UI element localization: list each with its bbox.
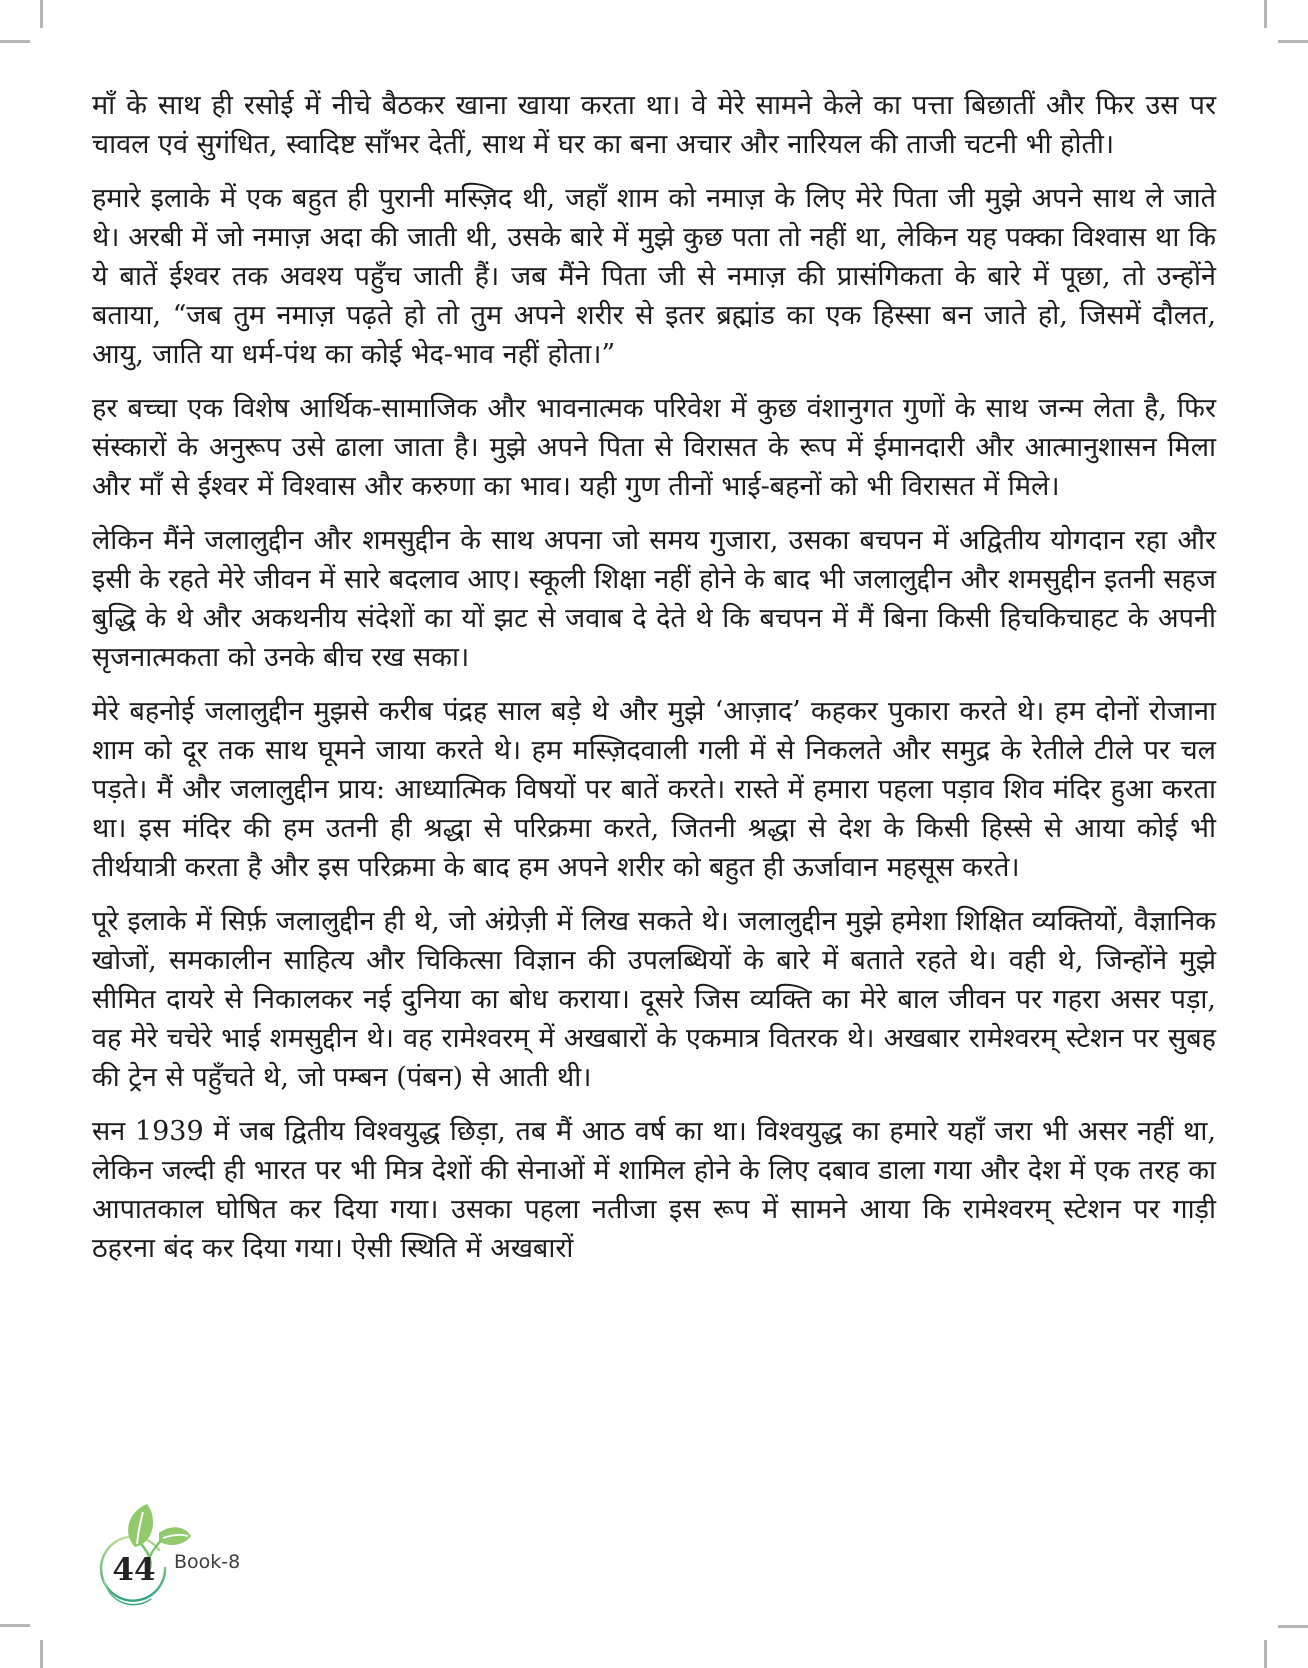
paragraph-2: हमारे इलाके में एक बहुत ही पुरानी मस्ज़िद थी, जहाँ शाम को नमाज़ के लिए मेरे पिता जी मुझे अपने साथ ले जाते थे। अरबी में जो नमाज़ अदा की जाती थी, उसके बारे में मुझे कुछ पता तो नहीं था, लेकिन यह पक्का विश्वास था कि ये बातें ईश्वर तक अवश्य पहुँच जाती हैं। जब मैंने पिता जी से नमाज़ की प्रासंगिकता के बारे में पूछा, तो उन्होंने बताया, “जब तुम नमाज़ पढ़ते हो तो तुम अपने शरीर से इतर ब्रह्मांड का एक हिस्सा बन जाते हो, जिसमें दौलत, आयु, जाति या धर्म-पंथ का कोई भेद-भाव नहीं होता।” bbox=[92, 183, 1216, 370]
paragraph-4: लेकिन मैंने जलालुद्दीन और शमसुद्दीन के साथ अपना जो समय गुजारा, उसका बचपन में अद्वितीय योगदान रहा और इसी के रहते मेरे जीवन में सारे बदलाव आए। स्कूली शिक्षा नहीं होने के बाद भी जलालुद्दीन और शमसुद्दीन इतनी सहज बुद्धि के थे और अकथनीय संदेशों का यों झट से जवाब दे देते थे कि बचपन में मैं बिना किसी हिचकिचाहट के अपनी सृजनात्मकता को उनके बीच रख सका। bbox=[92, 525, 1216, 673]
paragraph-6: पूरे इलाके में सिर्फ़ जलालुद्दीन ही थे, जो अंग्रेज़ी में लिख सकते थे। जलालुद्दीन मुझे हमेशा शिक्षित व्यक्तियों, वैज्ञानिक खोजों, समकालीन साहित्य और चिकित्सा विज्ञान की उपलब्धियों के बारे में बताते रहते थे। वही थे, जिन्होंने मुझे सीमित दायरे से निकालकर नई दुनिया का बोध कराया। दूसरे जिस व्यक्ति का मेरे बाल जीवन पर गहरा असर पड़ा, वह मेरे चचेरे भाई शमसुद्दीन थे। वह रामेश्वरम् में अखबारों के एकमात्र वितरक थे। अखबार रामेश्वरम् स्टेशन पर सुबह की ट्रेन से पहुँचते थे, जो पम्बन (पंबन) से आती थी। bbox=[92, 906, 1216, 1093]
page-footer bbox=[0, 1496, 400, 1626]
crop-mark-bottom-left-vertical bbox=[40, 1640, 43, 1668]
paragraph-5: मेरे बहनोई जलालुद्दीन मुझसे करीब पंद्रह साल बड़े थे और मुझे ‘आज़ाद’ कहकर पुकारा करते थे। हम दोनों रोजाना शाम को दूर तक साथ घूमने जाया करते थे। हम मस्ज़िदवाली गली में से निकलते और समुद्र के रेतीले टीले पर चल पड़ते। मैं और जलालुद्दीन प्राय: आध्यात्मिक विषयों पर बातें करते। रास्ते में हमारा पहला पड़ाव शिव मंदिर हुआ करता था। इस मंदिर की हम उतनी ही श्रद्धा से परिक्रमा करते, जितनी श्रद्धा से देश के किसी हिस्से से आया कोई भी तीर्थयात्री करता है और इस परिक्रमा के बाद हम अपने शरीर को बहुत ही ऊर्जावान महसूस करते। bbox=[92, 696, 1216, 883]
page-body-text bbox=[92, 86, 1216, 1283]
crop-mark-bottom-right-vertical bbox=[1264, 1640, 1267, 1668]
book-label: Book-8 bbox=[174, 1551, 241, 1573]
paragraph-1: माँ के साथ ही रसोई में नीचे बैठकर खाना खाया करता था। वे मेरे सामने केले का पत्ता बिछातीं और फिर उस पर चावल एवं सुगंधित, स्वादिष्ट साँभर देतीं, साथ में घर का बना अचार और नारियल की ताजी चटनी भी होती। bbox=[92, 90, 1216, 160]
page-number: 44 bbox=[112, 1552, 156, 1588]
paragraph-3: हर बच्चा एक विशेष आर्थिक-सामाजिक और भावनात्मक परिवेश में कुछ वंशानुगत गुणों के साथ जन्म लेता है, फिर संस्कारों के अनुरूप उसे ढाला जाता है। मुझे अपने पिता से विरासत के रूप में ईमानदारी और आत्मानुशासन मिला और माँ से ईश्वर में विश्वास और करुणा का भाव। यही गुण तीनों भाई-बहनों को भी विरासत में मिले। bbox=[92, 393, 1216, 502]
crop-mark-top-left-horizontal bbox=[0, 40, 30, 43]
paragraph-7: सन 1939 में जब द्वितीय विश्वयुद्ध छिड़ा, तब मैं आठ वर्ष का था। विश्वयुद्ध का हमारे यहाँ जरा भी असर नहीं था, लेकिन जल्दी ही भारत पर भी मित्र देशों की सेनाओं में शामिल होने के लिए दबाव डाला गया और देश में एक तरह का आपातकाल घोषित कर दिया गया। उसका पहला नतीजा इस रूप में सामने आया कि रामेश्वरम् स्टेशन पर गाड़ी ठहरना बंद कर दिया गया। ऐसी स्थिति में अखबारों bbox=[92, 1116, 1216, 1264]
crop-mark-bottom-right-horizontal bbox=[1278, 1625, 1308, 1628]
crop-mark-top-left-vertical bbox=[40, 0, 43, 28]
crop-mark-top-right-horizontal bbox=[1278, 40, 1308, 43]
crop-mark-top-right-vertical bbox=[1264, 0, 1267, 28]
